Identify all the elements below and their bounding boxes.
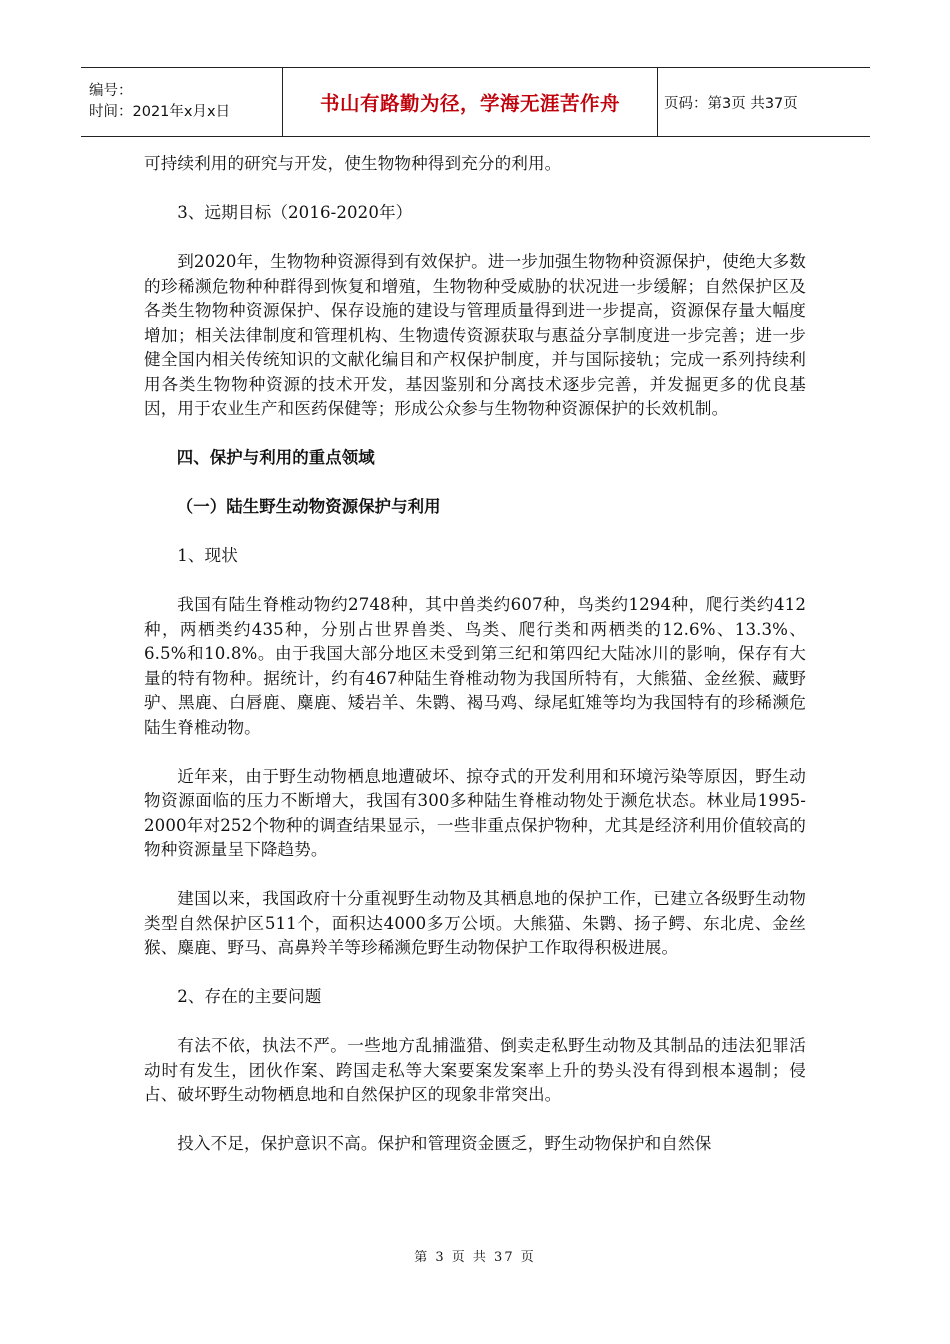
motto-text: 书山有路勤为径，学海无涯苦作舟 [319,92,620,115]
page-footer: 第 3 页 共 37 页 [414,1250,536,1265]
paragraph: 到2020年，生物物种资源得到有效保护。进一步加强生物物种资源保护，使绝大多数的珍稀濒危物种种群得到恢复和增殖，生物物种受威胁的状况进一步缓解；自然保护区及各类生物物种资源保护、保存设施的建设与管理质量得到进一步提高，资源保存量大幅度增加；相关法律制度和管理机构、生物遗传资源获取与惠益分享制度进一步完善；进一步健全国内相关传统知识的文献化编目和产权保护制度，并与国际接轨；完成一系列持续利用各类生物物种资源的技术开发，基因鉴别和分离技术逐步完善，并发掘更多的优良基因，用于农业生产和医药保健等；形成公众参与生物物种资源保护的长效机制。 [144,252,806,418]
header-motto [283,68,658,136]
header-page-info [658,68,870,136]
document-number-label: 编号： [89,83,133,99]
paragraph: 我国有陆生脊椎动物约2748种，其中兽类约607种，鸟类约1294种，爬行类约412种，两栖类约435种，分别占世界兽类、鸟类、爬行类和两栖类的12.6%、13.3%、6.5%和10.8%。由于我国大部分地区未受到第三纪和第四纪大陆冰川的影响，保存有大量的特有物种。据统计，约有467种陆生脊椎动物为我国所特有，大熊猫、金丝猴、藏野驴、黑鹿、白唇鹿、麋鹿、矮岩羊、朱鹮、褐马鸡、绿尾虹雉等均为我国特有的珍稀濒危陆生脊椎动物。 [144,595,806,737]
subheading-problems: 2、存在的主要问题 [177,987,322,1006]
document-body [144,152,806,1157]
paragraph: 投入不足，保护意识不高。保护和管理资金匮乏，野生动物保护和自然保 [177,1134,712,1153]
paragraph: 可持续利用的研究与开发，使生物物种得到充分的利用。 [144,154,562,173]
paragraph: 有法不依，执法不严。一些地方乱捕滥猎、倒卖走私野生动物及其制品的违法犯罪活动时有发生，团伙作案、跨国走私等大案要案发案率上升的势头没有得到根本遏制；侵占、破坏野生动物栖息地和自然保护区的现象非常突出。 [144,1036,806,1104]
page-header [81,67,870,137]
header-meta [81,68,283,136]
paragraph: 建国以来，我国政府十分重视野生动物及其栖息地的保护工作，已建立各级野生动物类型自然保护区511个，面积达4000多万公顷。大熊猫、朱鹮、扬子鳄、东北虎、金丝猴、麋鹿、野马、高鼻羚羊等珍稀濒危野生动物保护工作取得积极进展。 [144,889,806,957]
section-heading: 四、保护与利用的重点领域 [176,448,375,467]
document-time: 时间：2021年x月x日 [89,104,231,120]
subheading-long-term-goal: 3、远期目标（2016-2020年） [177,203,413,222]
page-info-text: 页码：第3页 共37页 [664,95,798,112]
paragraph: 近年来，由于野生动物栖息地遭破坏、掠夺式的开发利用和环境污染等原因，野生动物资源面临的压力不断增大，我国有300多种陆生脊椎动物处于濒危状态。林业局1995-2000年对252个物种的调查结果显示，一些非重点保护物种，尤其是经济利用价值较高的物种资源量呈下降趋势。 [144,766,806,859]
subheading-status: 1、现状 [177,546,238,565]
subsection-heading: （一）陆生野生动物资源保护与利用 [176,497,441,516]
